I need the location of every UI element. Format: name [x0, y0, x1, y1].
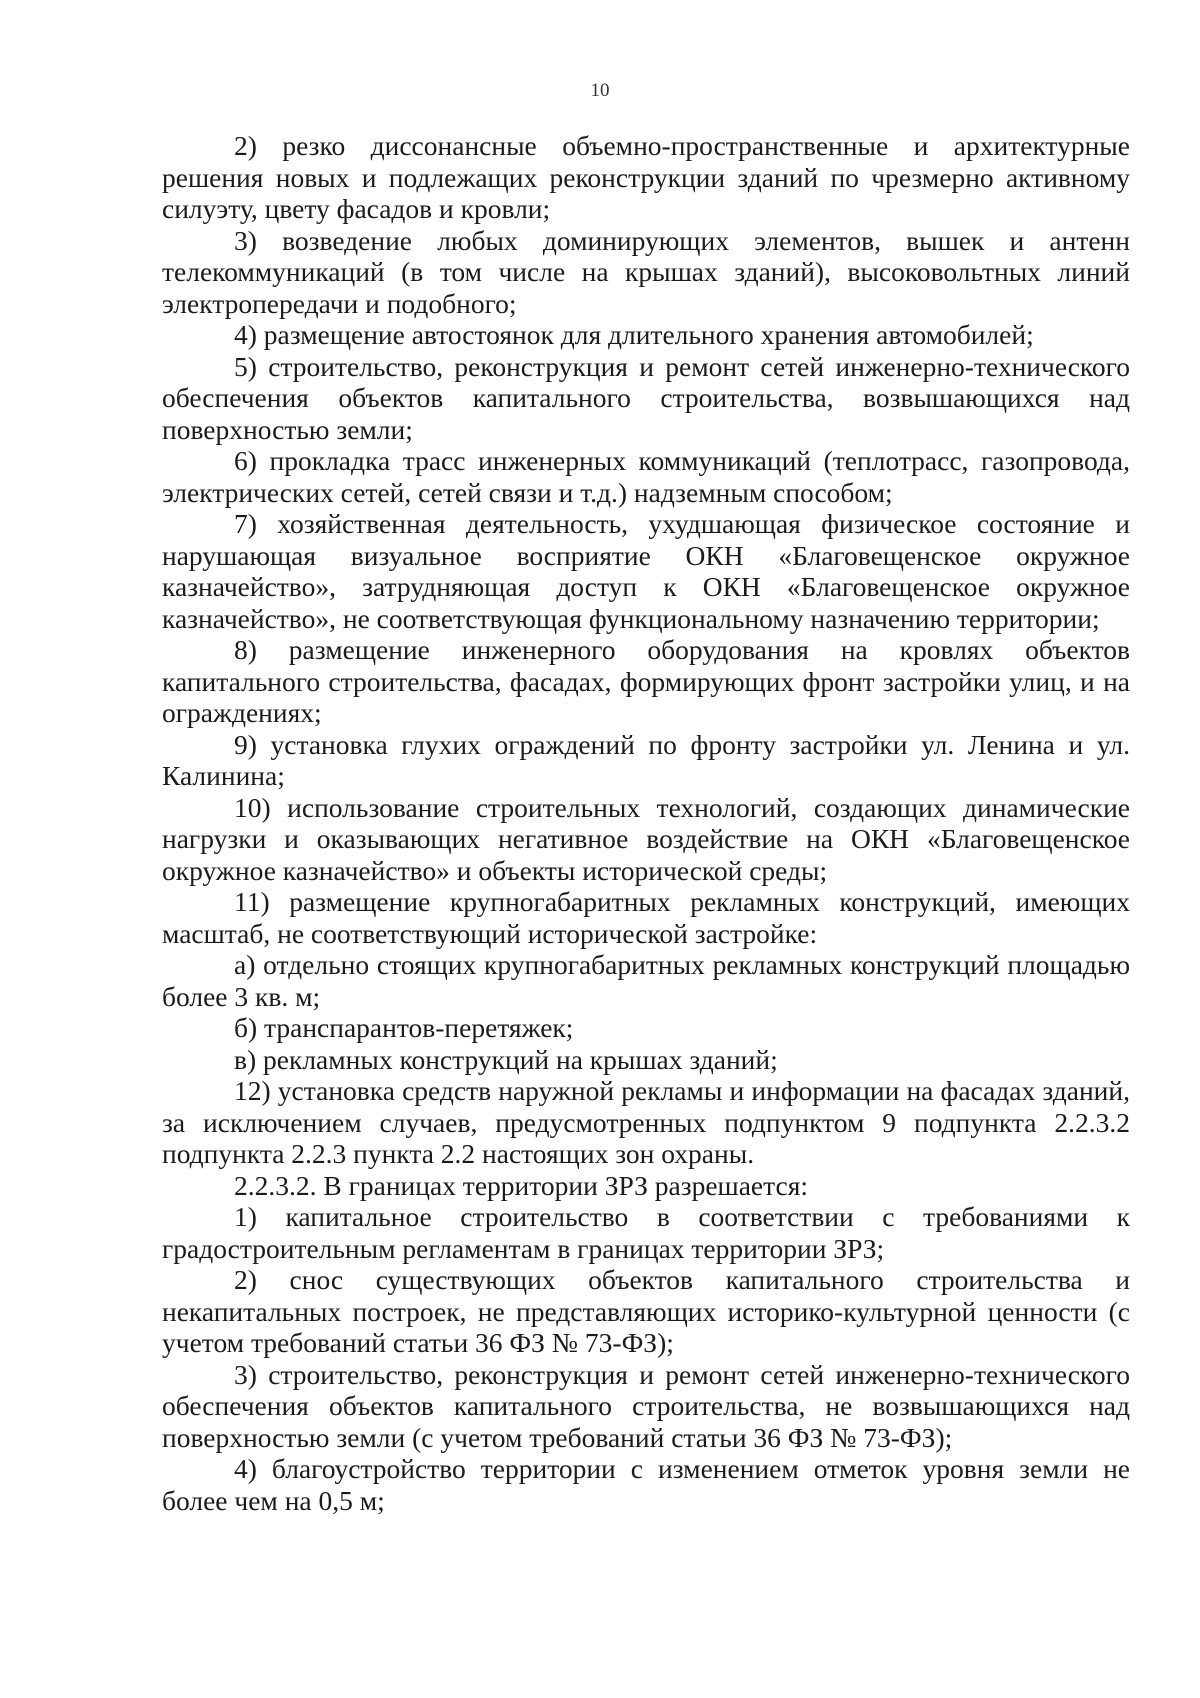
list-item-4: 4) размещение автостоянок для длительного хранения автомобилей; [234, 319, 1034, 350]
list-item-11: 11) размещение крупногабаритных рекламных конструкций, имеющих масштаб, не соответствующий исторической застройке: [162, 886, 1130, 949]
list-item-7: 7) хозяйственная деятельность, ухудшающая физическое состояние и нарушающая визуальное восприятие ОКН «Благовещенское окружное казначейство», затрудняющая доступ к ОКН «Благовещенское окружное казначейство», не соответствующая функциональному назначению территории; [162, 508, 1130, 634]
allowed-item-2: 2) снос существующих объектов капитального строительства и некапитальных построек, не представляющих историко-культурной ценности (с учетом требований статьи 36 ФЗ № 73-ФЗ); [162, 1264, 1130, 1358]
allowed-item-3: 3) строительство, реконструкция и ремонт сетей инженерно-технического обеспечения объектов капитального строительства, не возвышающихся над поверхностью земли (с учетом требований статьи 36 ФЗ № 73-ФЗ); [162, 1358, 1130, 1453]
list-item-12: 12) установка средств наружной рекламы и информации на фасадах зданий, за исключением случаев, предусмотренных подпунктом 9 подпункта 2.2.3.2 подпункта 2.2.3 пункта 2.2 настоящих зон охраны. [162, 1075, 1130, 1169]
sub-item-b: б) транспарантов-перетяжек; [234, 1012, 574, 1043]
page-number: 10 [590, 80, 610, 101]
list-item-9: 9) установка глухих ограждений по фронту застройки ул. Ленина и ул. Калинина; [162, 728, 1130, 791]
sub-item-v: в) рекламных конструкций на крышах зданий; [234, 1043, 778, 1075]
allowed-item-4: 4) благоустройство территории с изменением отметок уровня земли не более чем на 0,5 м; [162, 1453, 1130, 1516]
section-heading-2-2-3-2: 2.2.3.2. В границах территории ЗРЗ разрешается: [234, 1169, 808, 1201]
list-item-3: 3) возведение любых доминирующих элементов, вышек и антенн телекоммуникаций (в том числе на крышах зданий), высоковольтных линий электропередачи и подобного; [162, 224, 1130, 319]
list-item-6: 6) прокладка трасс инженерных коммуникаций (теплотрасс, газопровода, электрических сетей, сетей связи и т.д.) надземным способом; [162, 445, 1130, 508]
document-body [162, 130, 1130, 1516]
sub-item-a: а) отдельно стоящих крупногабаритных рекламных конструкций площадью более 3 кв. м; [162, 949, 1130, 1012]
list-item-10: 10) использование строительных технологий, создающих динамические нагрузки и оказывающих негативное воздействие на ОКН «Благовещенское окружное казначейство» и объекты исторической среды; [162, 791, 1130, 886]
list-item-5: 5) строительство, реконструкция и ремонт сетей инженерно-технического обеспечения объектов капитального строительства, возвышающихся над поверхностью земли; [162, 350, 1130, 445]
list-item-8: 8) размещение инженерного оборудования на кровлях объектов капитального строительства, фасадах, формирующих фронт застройки улиц, и на ограждениях; [162, 634, 1130, 728]
list-item-2: 2) резко диссонансные объемно-пространственные и архитектурные решения новых и подлежащих реконструкции зданий по чрезмерно активному силуэту, цвету фасадов и кровли; [162, 130, 1130, 224]
allowed-item-1: 1) капитальное строительство в соответствии с требованиями к градостроительным регламентам в границах территории ЗРЗ; [162, 1201, 1130, 1264]
